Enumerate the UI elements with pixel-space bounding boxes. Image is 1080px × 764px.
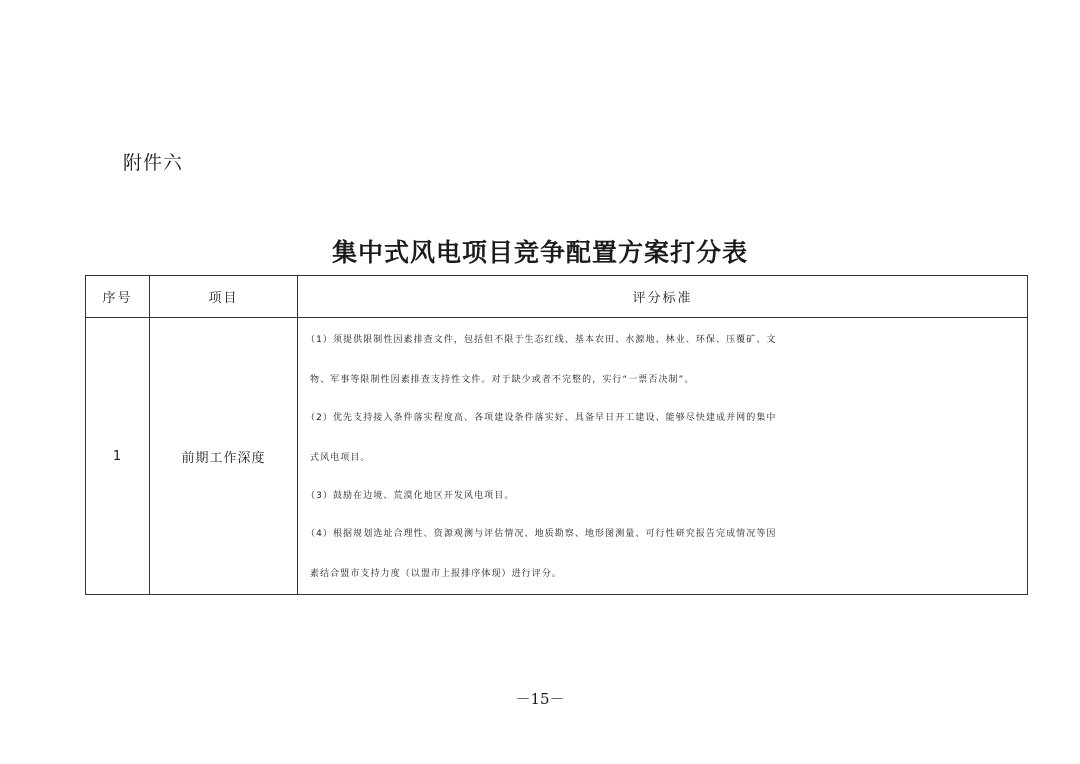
row-criteria [298,318,1028,595]
scoring-table [85,275,1028,595]
criteria-line: 物、军事等限制性因素排查支持性文件。对于缺少或者不完整的，实行“一票否决制”。 [310,375,695,385]
header-item: 项目 [150,276,298,318]
table-header-row [86,276,1028,318]
row-item: 前期工作深度 [150,318,298,595]
header-criteria: 评分标准 [298,276,1028,318]
criteria-line: （2）优先支持接入条件落实程度高、各项建设条件落实好、具备早日开工建设、能够尽快建成并网的集中 [306,413,777,423]
page-number: －15－ [515,690,565,708]
row-seq: 1 [86,318,150,595]
document-title: 集中式风电项目竞争配置方案打分表 [331,238,748,267]
header-seq: 序号 [86,276,150,318]
criteria-line: （4）根据规划选址合理性、资源观测与评估情况、地质勘察、地形图测量、可行性研究报告完成情况等因 [306,529,777,539]
table-row [86,318,1028,595]
criteria-line: 素结合盟市支持力度（以盟市上报排序体现）进行评分。 [310,569,563,579]
criteria-line: （3）鼓励在边境、荒漠化地区开发风电项目。 [306,491,515,501]
criteria-line: 式风电项目。 [310,453,371,463]
attachment-label: 附件六 [123,152,184,174]
criteria-line: （1）须提供限制性因素排查文件，包括但不限于生态红线、基本农田、水源地、林业、环保、压覆矿、文 [306,335,777,345]
